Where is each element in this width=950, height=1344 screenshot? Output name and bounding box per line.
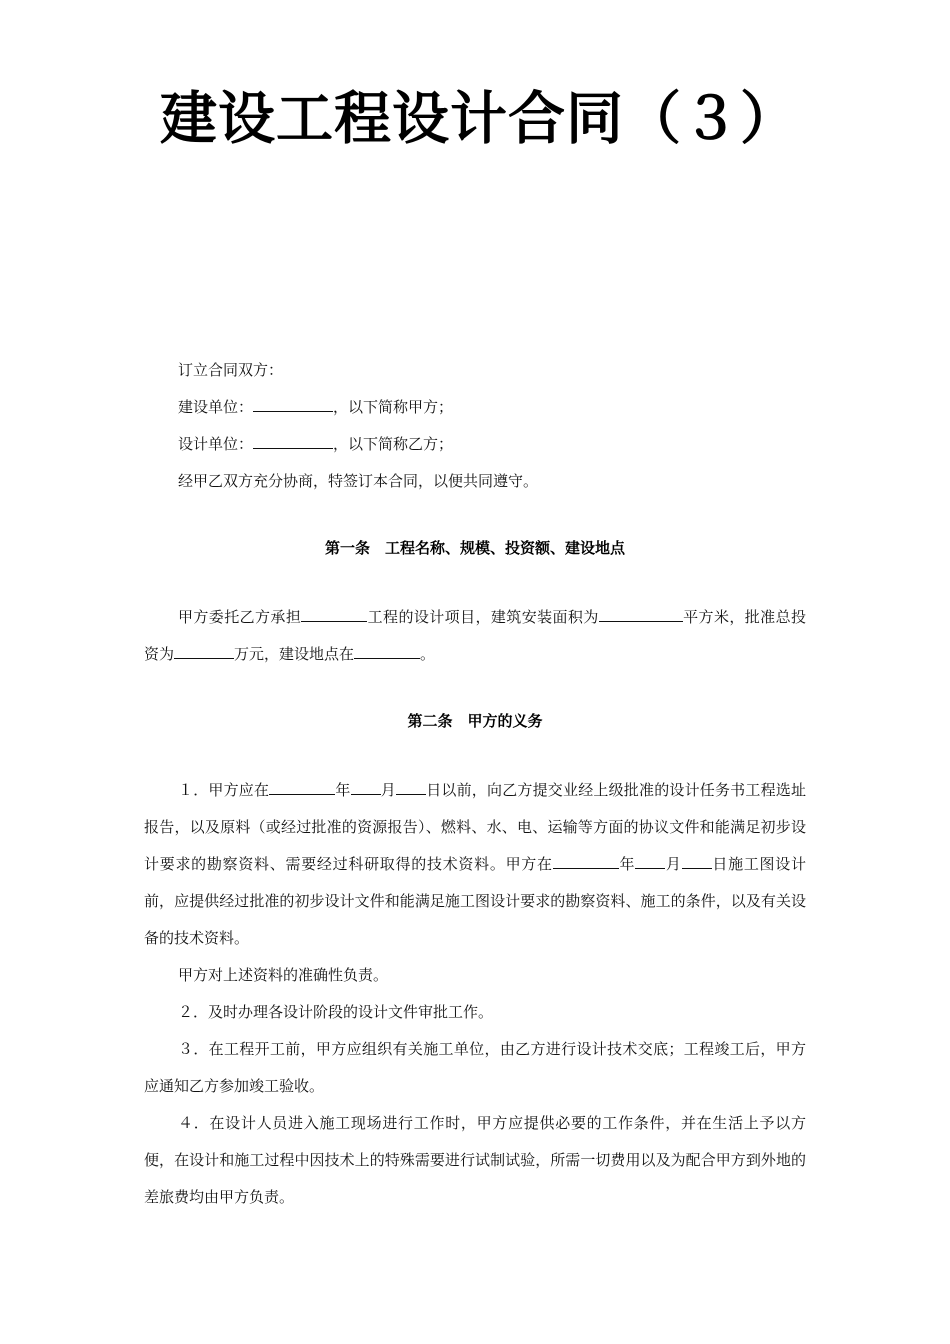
project-name-blank [301,607,367,622]
contract-body [144,352,806,1216]
investment-blank [174,644,234,659]
party-a-blank [253,397,333,412]
month-blank [351,780,381,795]
spacer [144,567,806,599]
article-2-item-1: １．甲方应在 年 月 日以前，向乙方提交业经上级批准的设计任务书工程选址报告，以及原料（或经过批准的资源报告）、燃料、水、电、运输等方面的协议文件和能满足初步设计要求的勘察资料、需要经过科研取得的技术资料。甲方在 年 月 日施工图设计前，应提供经过批准的初步设计文件和能满足施工图设计要求的勘察资料、施工的条件，以及有关设备的技术资料。 [144,781,806,947]
article-2-item-4: ４．在设计人员进入施工现场进行工作时，甲方应提供必要的工作条件，并在生活上予以方便，在设计和施工过程中因技术上的特殊需要进行试制试验，所需一切费用以及为配合甲方到外地的差旅费均由甲方负责。 [144,1114,806,1206]
article-2-heading: 第二条 甲方的义务 [407,712,543,730]
spacer [144,673,806,703]
spacer [144,740,806,772]
year-blank [553,854,619,869]
month-blank [635,854,665,869]
party-a-line: 建设单位： ，以下简称甲方； [178,398,454,416]
parties-label: 订立合同双方： [178,361,284,379]
article-2-item-3: ３．在工程开工前，甲方应组织有关施工单位，由乙方进行设计技术交底；工程竣工后，甲方应通知乙方参加竣工验收。 [144,1040,806,1095]
spacer [144,500,806,530]
day-blank [682,854,712,869]
party-b-blank [253,434,333,449]
location-blank [354,644,420,659]
day-blank [396,780,426,795]
party-b-line: 设计单位： ，以下简称乙方； [178,435,454,453]
article-2-item-2: ２．及时办理各设计阶段的设计文件审批工作。 [178,1003,494,1021]
article-1-heading: 第一条 工程名称、规模、投资额、建设地点 [324,539,625,557]
article-1-text: 甲方委托乙方承担 工程的设计项目，建筑安装面积为 平方米，批准总投资为 万元，建设地点在 。 [144,608,806,663]
agreement-line: 经甲乙双方充分协商，特签订本合同，以便共同遵守。 [178,472,539,490]
year-blank [269,780,335,795]
document-title: 建设工程设计合同（３） [160,85,798,152]
article-2-item-1-note: 甲方对上述资料的准确性负责。 [178,966,389,984]
area-blank [599,607,683,622]
